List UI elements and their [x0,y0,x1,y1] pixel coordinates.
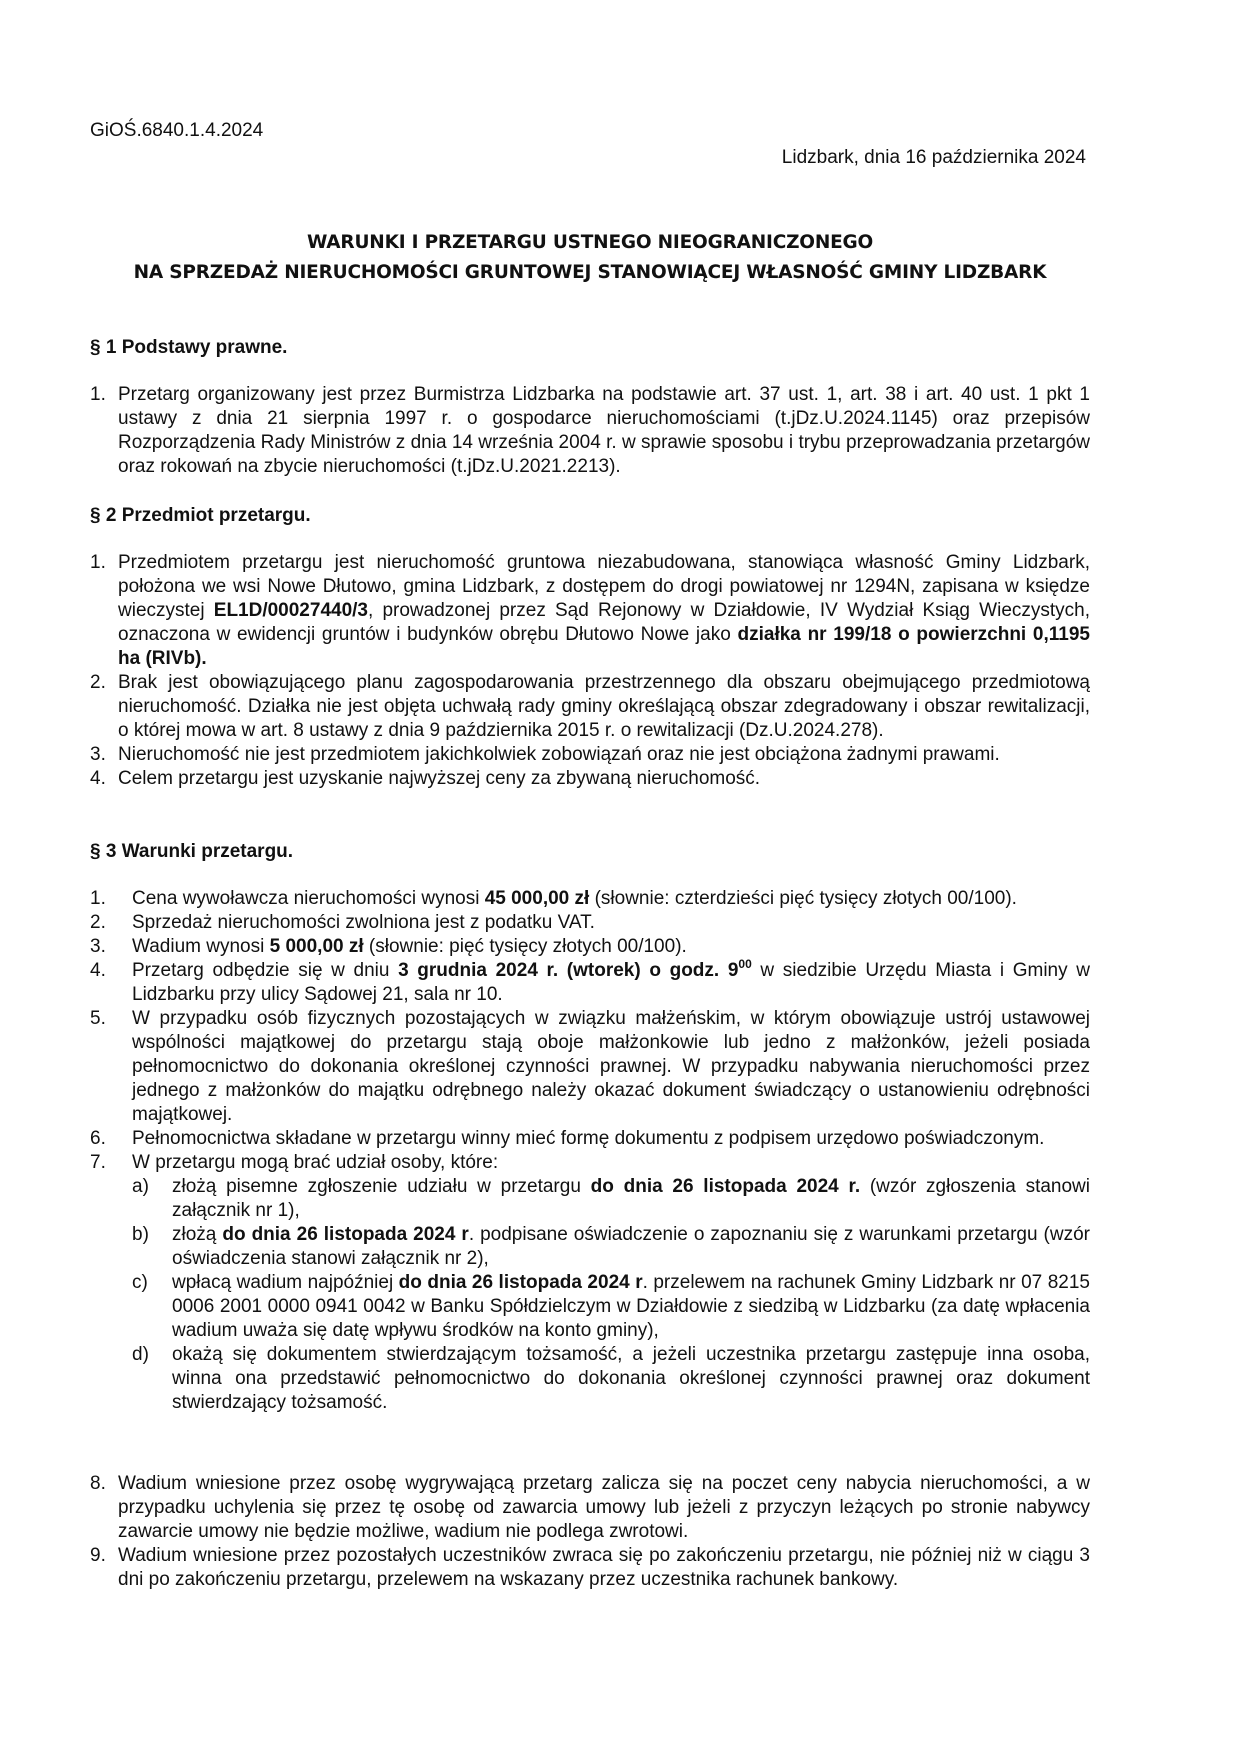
item-text: Pełnomocnictwa składane w przetargu winny mieć formę dokumentu z podpisem urzędowo poświadczonym. [132,1128,1045,1149]
item-number: 2. [90,672,106,693]
list-item [90,1127,1090,1151]
section-2-list [90,551,1090,791]
item-number: 1. [90,552,106,573]
list-item [90,959,1090,1007]
item-text: Sprzedaż nieruchomości zwolniona jest z podatku VAT. [132,912,595,933]
item-text: (wzór zgłoszenia stanowi załącznik nr 1), [172,1176,1090,1221]
list-item [90,1544,1090,1592]
sub-item-letter: b) [132,1224,149,1245]
place-date: Lidzbark, dnia 16 października 2024 [781,147,1086,168]
list-item [90,1151,1090,1415]
item-text: Celem przetargu jest uzyskanie najwyższej ceny za zbywaną nieruchomość. [118,768,761,789]
auction-date: 3 grudnia 2024 r. (wtorek) o godz. 9 [398,960,739,981]
section-1-list [90,383,1090,479]
sub-list-item [132,1223,1090,1271]
land-register-number: EL1D/00027440/3 [213,600,368,621]
section-3-list-continued [90,1472,1090,1592]
item-text: (słownie: czterdzieści pięć tysięcy złotych 00/100). [589,888,1017,909]
item-number: 8. [90,1473,106,1494]
item-number: 6. [90,1128,106,1149]
starting-price: 45 000,00 zł [484,888,590,909]
list-item [90,551,1090,671]
title-line-2: NA SPRZEDAŻ NIERUCHOMOŚCI GRUNTOWEJ STANOWIĄCEJ WŁASNOŚĆ GMINY LIDZBARK [133,262,1047,283]
item-text: , prowadzonej przez Sąd Rejonowy w Działdowie, IV Wydział Ksiąg Wieczystych, oznaczona w ewidencji gruntów i budynków obrębu Dłutowo Nowe jako [118,600,1091,645]
list-item [90,1472,1090,1544]
item-text: Brak jest obowiązującego planu zagospodarowania przestrzennego dla obszaru obejmującego przedmiotową nieruchomość. Działka nie jest objęta uchwałą rady gminy określającą obszar zdegradowany i obszar rewitalizacji, o której mowa w art. 8 ustawy z dnia 9 października 2015 r. o rewitalizacji (Dz.U.2024.278). [118,672,1090,741]
item-text: Cena wywoławcza nieruchomości wynosi [132,888,485,909]
item-text: (słownie: pięć tysięcy złotych 00/100). [363,936,687,957]
item-text: . przelewem na rachunek Gminy Lidzbark nr 07 8215 0006 2001 0000 0941 0042 w Banku Spółdzielczym w Działdowie z siedzibą w Lidzbarku (za datę wpłacenia wadium uważa się datę wpływu środków na konto gminy), [172,1272,1090,1341]
deadline: do dnia 26 listopada 2024 r. [590,1176,861,1197]
section-3-heading: § 3 Warunki przetargu. [90,841,294,862]
sub-list-item [132,1343,1090,1415]
item-text: Przedmiotem przetargu jest nieruchomość gruntowa niezabudowana, stanowiąca własność Gminy Lidzbark, położona we wsi Nowe Dłutowo, gmina Lidzbark, z dostępem do drogi powiatowej nr 1294N, zapisana w księdze wieczystej [118,552,1090,621]
list-item [90,887,1090,911]
reference-number: GiOŚ.6840.1.4.2024 [90,120,264,141]
list-item [90,911,1090,935]
item-number: 3. [90,936,106,957]
sub-list-item [132,1271,1090,1343]
sub-item-letter: c) [132,1272,148,1293]
item-text: okażą się dokumentem stwierdzającym tożsamość, a jeżeli uczestnika przetargu zastępuje inna osoba, winna ona przedstawić pełnomocnictwo do dokonania określonej czynności prawnej oraz dokument stwierdzający tożsamość. [172,1344,1090,1413]
item-text: wpłacą wadium najpóźniej [172,1272,399,1293]
item-text: W przypadku osób fizycznych pozostających w związku małżeńskim, w którym obowiązuje ustrój ustawowej wspólności majątkowej do przetargu stają oboje małżonkowie lub jedno z małżonków, jeżeli posiada pełnomocnictwo do dokonania określonej czynności prawnej. W przypadku nabywania nieruchomości przez jednego z małżonków do majątku odrębnego należy okazać dokument świadczący o ustanowieniu odrębności majątkowej. [132,1008,1090,1125]
item-text: złożą [172,1224,223,1245]
item-number: 4. [90,960,106,981]
item-text: Nieruchomość nie jest przedmiotem jakichkolwiek zobowiązań oraz nie jest obciążona żadnymi prawami. [118,744,1000,765]
list-item [90,935,1090,959]
parcel-description: działka nr 199/18 o powierzchni 0,1195 ha (RIVb). [118,624,1090,669]
item-text: Przetarg odbędzie się w dniu [132,960,399,981]
item-text: . podpisane oświadczenie o zapoznaniu się z warunkami przetargu (wzór oświadczenia stanowi załącznik nr 2), [172,1224,1090,1269]
deadline: do dnia 26 listopada 2024 r [222,1224,469,1245]
item-text: Przetarg organizowany jest przez Burmistrza Lidzbarka na podstawie art. 37 ust. 1, art. 38 i art. 40 ust. 1 pkt 1 ustawy z dnia 21 sierpnia 1997 r. o gospodarce nieruchomościami (t.jDz.U.2024.1145) oraz przepisów Rozporządzenia Rady Ministrów z dnia 14 września 2004 r. w sprawie sposobu i trybu przeprowadzania przetargów oraz rokowań na zbycie nieruchomości (t.jDz.U.2021.2213). [118,384,1090,477]
item-text: Wadium wynosi [132,936,270,957]
item-number: 1. [90,888,106,909]
document-title [90,228,1090,288]
list-item [90,671,1090,743]
item-number: 5. [90,1008,106,1029]
deposit-amount: 5 000,00 zł [269,936,364,957]
item-text: W przetargu mogą brać udział osoby, które: [132,1152,499,1173]
sub-list-item [132,1175,1090,1223]
item-number: 7. [90,1152,106,1173]
item-number: 9. [90,1545,106,1566]
item-text: w siedzibie Urzędu Miasta i Gminy w Lidzbarku przy ulicy Sądowej 21, sala nr 10. [132,960,1090,1005]
sub-list [132,1175,1090,1415]
list-item [90,1007,1090,1127]
item-number: 2. [90,912,106,933]
section-2-heading: § 2 Przedmiot przetargu. [90,505,311,526]
item-text: Wadium wniesione przez osobę wygrywającą przetarg zalicza się na poczet ceny nabycia nieruchomości, a w przypadku uchylenia się przez tę osobę od zawarcia umowy lub jeżeli z przyczyn leżących po stronie nabywcy zawarcie umowy nie będzie możliwe, wadium nie podlega zwrotowi. [118,1473,1090,1542]
hour-superscript: 00 [738,957,752,971]
section-1-heading: § 1 Podstawy prawne. [90,337,288,358]
sub-item-letter: d) [132,1344,149,1365]
item-number: 1. [90,384,106,405]
item-text: złożą pisemne zgłoszenie udziału w przetargu [172,1176,591,1197]
item-number: 3. [90,744,106,765]
item-number: 4. [90,768,106,789]
list-item [90,383,1090,479]
title-line-1: WARUNKI I PRZETARGU USTNEGO NIEOGRANICZONEGO [306,232,874,253]
sub-item-letter: a) [132,1176,149,1197]
item-text: Wadium wniesione przez pozostałych uczestników zwraca się po zakończeniu przetargu, nie później niż w ciągu 3 dni po zakończeniu przetargu, przelewem na wskazany przez uczestnika rachunek bankowy. [118,1545,1090,1590]
list-item [90,743,1090,767]
deadline: do dnia 26 listopada 2024 r [398,1272,643,1293]
list-item [90,767,1090,791]
section-3-list [90,887,1090,1415]
